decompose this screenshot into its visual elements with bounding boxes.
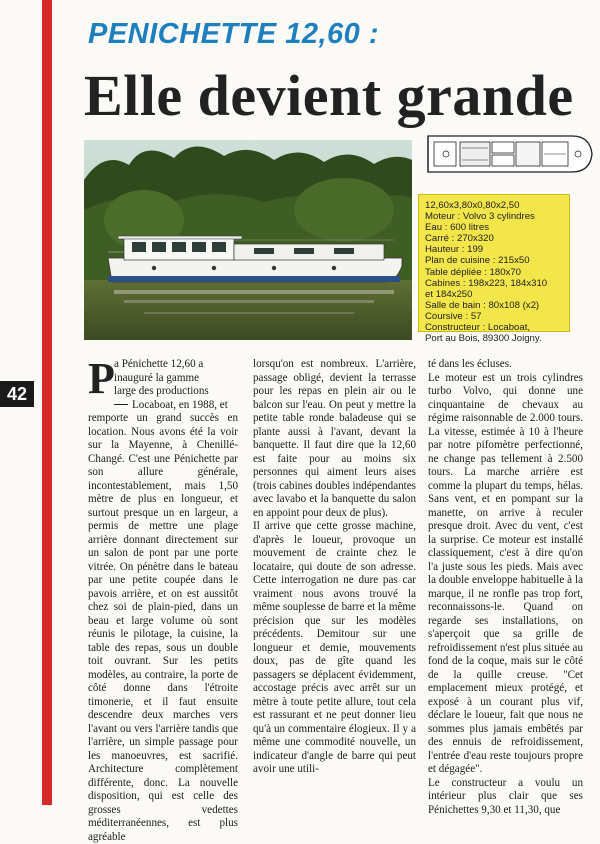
lead-line-text: Locaboat, en 1988, et [132,398,228,411]
paragraph: remporte un grand succès en location. Nous avons été la voir sur la Mayenne, à Chenillé-Changé. C'est une Pénichette par son allure générale, incontestablement, mais 1,50 mètre de plus en longueur, et surtout presque un en largeur, a permis de mettre une plage arrière donnant directement sur un salon de pont par une porte vitrée. On pénètre dans le bateau par une petite coupée dans le pavois arrière, et on est aussitôt chez soi de plain-pied, dans un beau et large volume où sont réunis le pilotage, la cuisine, la table des repas, sous un double toit ouvrant. Sur les petits modèles, au contraire, la porte de côté donne dans l'étroite timonerie, et il faut ensuite descendre deux marches vers l'avant ou vers l'arrière tandis que l'arrière, un simple passage pour les manoeuvres, est sacrifié. Architecture complètement différente, donc. La nouvelle disposition, qui est celle des grosses vedettes méditerranéennes, est plus agréable [88,412,238,843]
paragraph: té dans les écluses. [428,358,512,370]
spec-line: Moteur : Volvo 3 cylindres [425,211,535,223]
paragraph: lorsqu'on est nombreux. L'arrière, passage obligé, devient la terrasse pour les repas en plein air ou le balcon sur l'eau. On peut y mettre la petite table ronde baladeuse qui se plante aussi à l'avant, devant la banquette. Il faut dire que la 12,60 est faite pour au moins six personnes qui aiment leurs aises (trois cabines doubles indépendantes avec lavabo et la banquette du salon en appoint pour deux de plus). [253,358,416,519]
lead-line: a Pénichette 12,60 a [114,358,204,370]
spec-line: Carré : 270x320 [425,233,494,245]
article-column-2 [253,358,416,777]
lead-block [88,354,238,412]
spec-line: Constructeur : Locaboat, [425,322,531,334]
boat-plan-diagram [422,128,594,180]
spec-line: Table dépliée : 180x70 [425,266,522,278]
page-number: 42 [0,381,34,407]
spec-line: Hauteur : 199 [425,244,484,256]
spec-line: Salle de bain : 80x108 (x2) [425,299,540,311]
lead-line: inauguré la gamme [114,371,200,384]
red-margin-bar [42,0,52,805]
spec-line: Port au Bois, 89300 Joigny. [425,333,542,345]
spec-line: et 184x250 [425,288,473,300]
lead-lines [114,358,238,412]
spec-line: Coursive : 57 [425,310,482,322]
dash-rule [114,404,128,405]
specs-caption-box [418,194,570,345]
boat-photo [84,140,412,340]
spec-line: Eau : 600 litres [425,222,489,234]
drop-cap: P [88,354,115,403]
paragraph: Le constructeur a voulu un intérieur plus clair que ses Pénichettes 9,30 et 11,30, que [428,776,583,816]
spec-line: Cabines : 198x223, 184x310 [425,277,548,289]
lead-line [114,399,238,413]
paragraph: Il arrive que cette grosse machine, d'après le loueur, provoque un mouvement de crainte chez le locataire, qui doute de son adresse. Cette interrogation ne dure pas car vraiment nous avons trouvé la même souplesse de barre et la même précision que sur les modèles précédents. Demitour sur une longueur et demie, mouvements doux, pas de gîte quand les passagers se déplacent évidemment, accostage précis avec arrêt sur un mètre à toute petite allure, tout cela est rassurant et ne peut donner lieu qu'à un commentaire élogieux. Il y a même une commodité nouvelle, un indicateur d'angle de barre qui peut avoir une utili- [253,520,416,775]
article-title: Elle devient grande [84,63,574,128]
article-column-1 [88,354,238,844]
spec-line: Plan de cuisine : 215x50 [425,255,530,267]
spec-line: 12,60x3,80x0,80x2,50 [425,200,520,211]
paragraph: Le moteur est un trois cylindres turbo Volvo, qui donne une cinquantaine de chevaux au régime raisonnable de 2.000 tours. La vitesse, estimée à 10 à l'heure par notre pifomètre perfectionné, ne change pas tellement à 2.500 tours. La marche arrière est comme la plupart du temps, hélas. Sans vent, et en pompant sur la manette, on arrive à reculer presque droit. Avec du vent, c'est la surprise. Ce moteur est installé classiquement, c'est à dire qu'on l'a juste sous les pieds. Mais avec la double enveloppe habituelle à la marque, il ne ronfle pas trop fort, reconnaissons-le. Quand on regarde ses installations, on s'aperçoit que sa grille de refroidissement n'est plus située au fond de la coque, mais sur le côté de la quille creuse. "Cet emplacement mieux protégé, et exposé à un courant plus vif, déclare le loueur, fait que nous ne sommes plus jamais embêtés par des ennuis de refroidissement, l'entrée d'eau reste toujours propre et dégagée". [428,371,583,775]
lead-line: large des productions [114,385,209,397]
article-subtitle: PENICHETTE 12,60 : [88,18,380,50]
article-column-3 [428,358,583,817]
